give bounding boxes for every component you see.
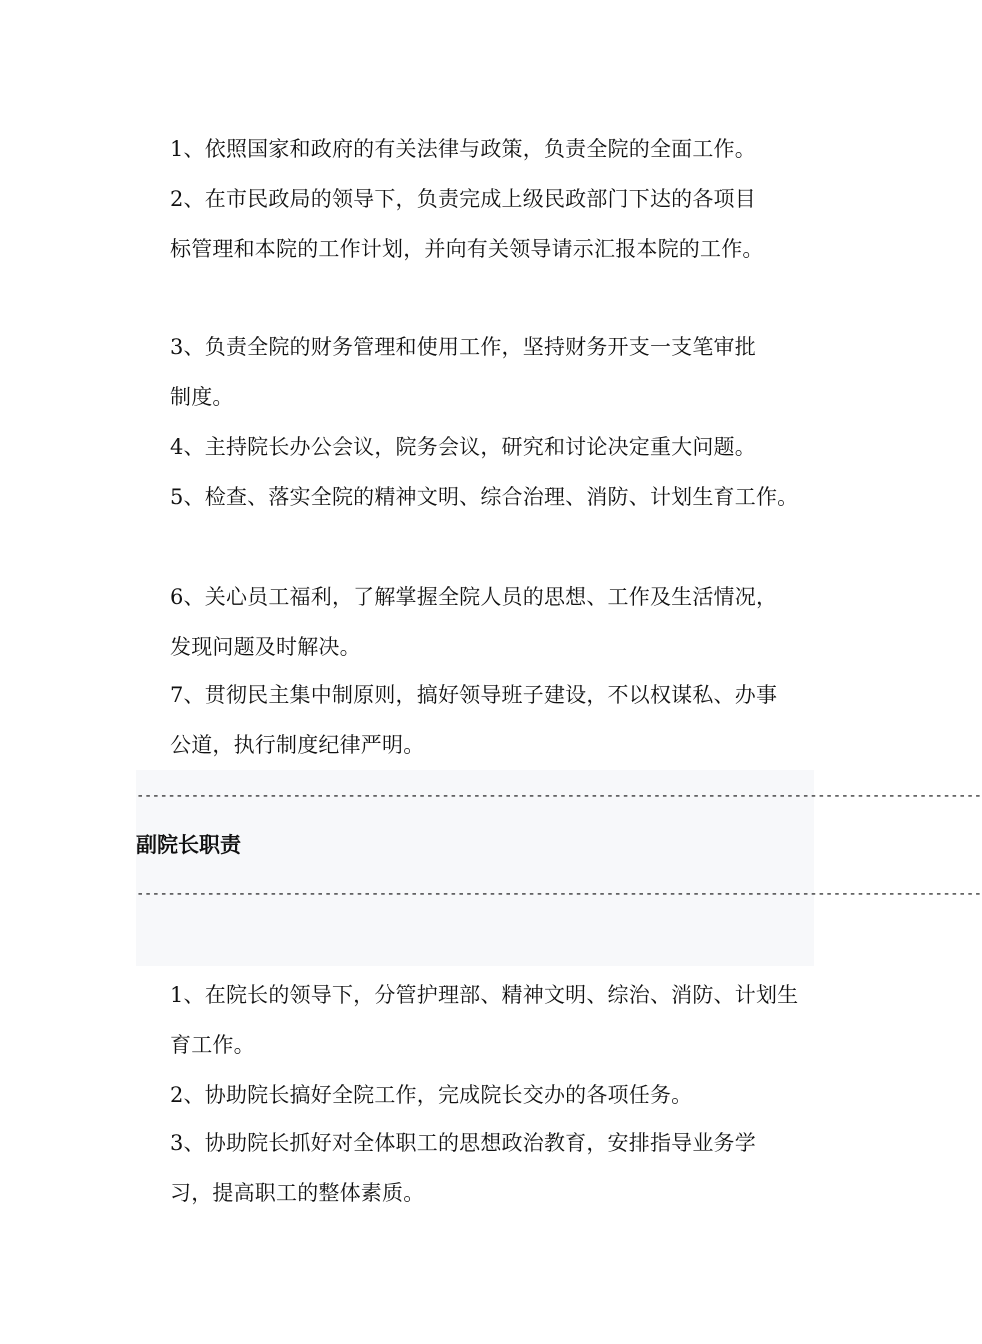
director-duty-3 — [170, 322, 790, 422]
director-duty-5 — [170, 472, 799, 522]
director-duty-2 — [170, 174, 790, 274]
director-duty-1 — [170, 124, 790, 174]
duty-line: 1、依照国家和政府的有关法律与政策，负责全院的全面工作。 — [170, 137, 756, 161]
duty-line: 2、协助院长搞好全院工作，完成院长交办的各项任务。 — [170, 1083, 693, 1107]
duty-line: 6、关心员工福利，了解掌握全院人员的思想、工作及生活情况， — [170, 585, 778, 609]
director-duty-7 — [170, 670, 790, 770]
divider-bottom: ------------------------------------------------------------------------------------------------------------ — [136, 886, 982, 902]
duty-line: 制度。 — [170, 385, 234, 409]
duty-line: 3、协助院长抓好对全体职工的思想政治教育，安排指导业务学 — [170, 1131, 756, 1155]
deputy-duty-1 — [170, 970, 799, 1070]
deputy-duty-3 — [170, 1118, 790, 1218]
director-duty-6 — [170, 572, 790, 672]
duty-line: 公道，执行制度纪律严明。 — [170, 733, 425, 757]
duty-line: 5、检查、落实全院的精神文明、综合治理、消防、计划生育工作。 — [170, 485, 799, 509]
duty-line: 2、在市民政局的领导下，负责完成上级民政部门下达的各项目 — [170, 187, 756, 211]
duty-line: 发现问题及时解决。 — [170, 635, 361, 659]
duty-line: 4、主持院长办公会议，院务会议，研究和讨论决定重大问题。 — [170, 435, 756, 459]
section-title: 副院长职责 — [136, 833, 241, 857]
duty-line: 习，提高职工的整体素质。 — [170, 1181, 425, 1205]
director-duty-4 — [170, 422, 790, 472]
deputy-duty-2 — [170, 1070, 790, 1120]
duty-line: 标管理和本院的工作计划，并向有关领导请示汇报本院的工作。 — [170, 237, 764, 261]
divider-top: ------------------------------------------------------------------------------------------------------------ — [136, 788, 982, 804]
duty-line: 1、在院长的领导下，分管护理部、精神文明、综治、消防、计划生 — [170, 983, 799, 1007]
duty-line: 7、贯彻民主集中制原则，搞好领导班子建设，不以权谋私、办事 — [170, 683, 778, 707]
duty-line: 3、负责全院的财务管理和使用工作，坚持财务开支一支笔审批 — [170, 335, 756, 359]
duty-line: 育工作。 — [170, 1033, 255, 1057]
